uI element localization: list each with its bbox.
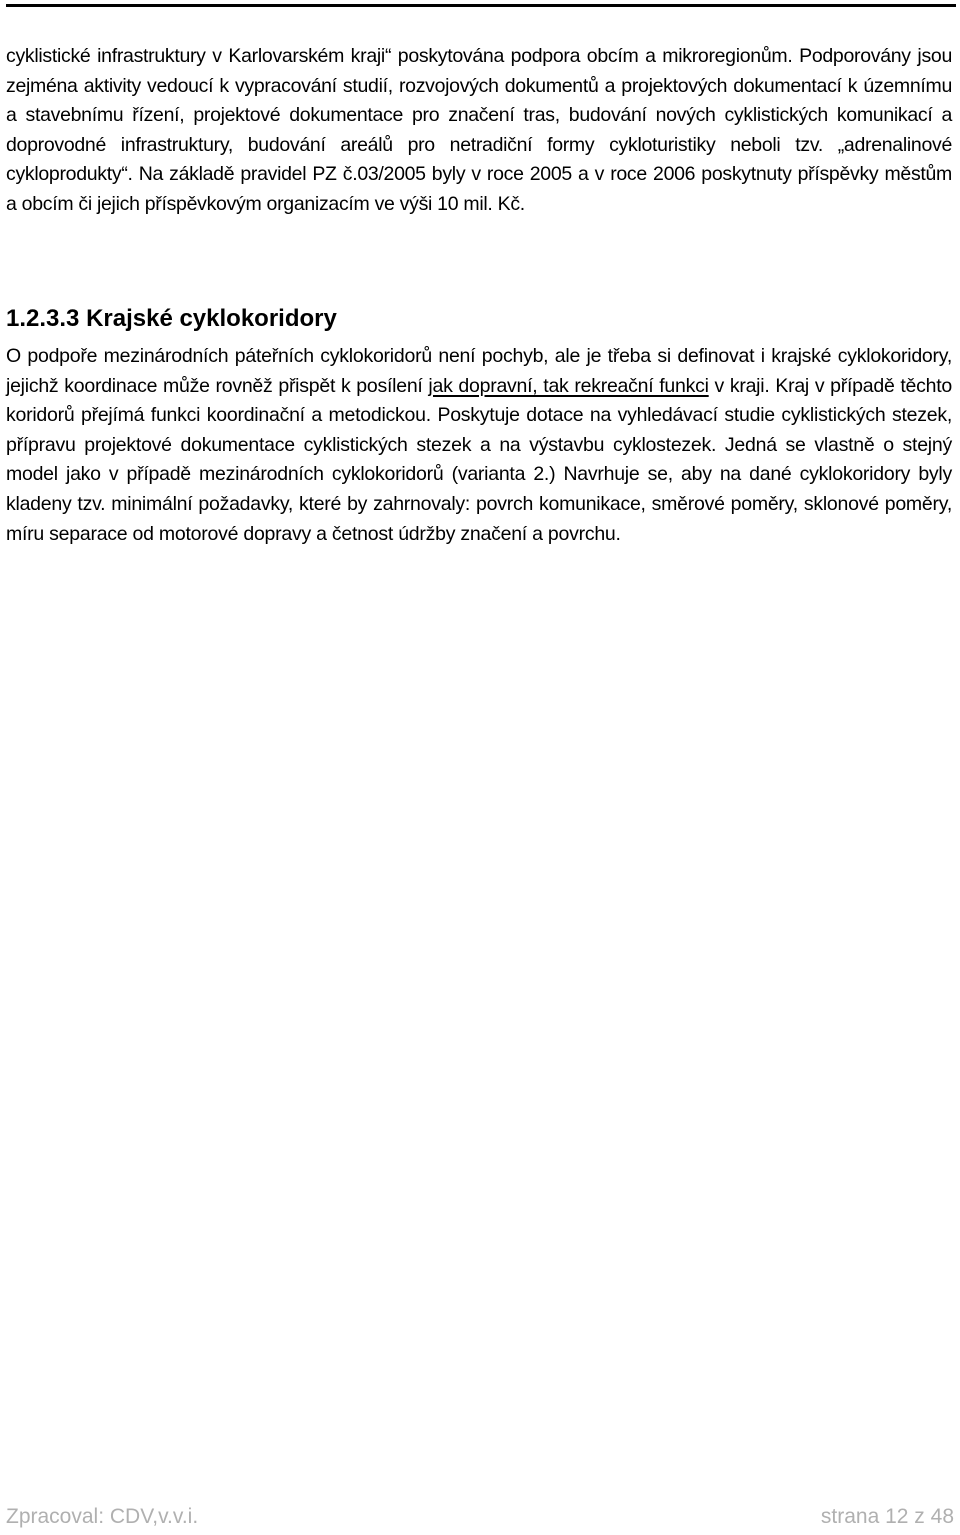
footer-page-number: strana 12 z 48 [820, 1505, 954, 1528]
underlined-phrase: jak dopravní, tak rekreační funkci [428, 374, 709, 397]
header-rule [6, 4, 956, 7]
footer-author: Zpracoval: CDV,v.v.i. [6, 1505, 199, 1528]
body-paragraph-2 [6, 342, 952, 549]
page-footer [6, 1503, 954, 1531]
section-heading: 1.2.3.3 Krajské cyklokoridory [6, 305, 337, 332]
paragraph-text: v kraji. Kraj v případě těchto koridorů přejímá funkci koordinační a metodickou. Poskytuje dotace na vyhledávací studie cyklistických stezek, přípravu projektové dokumentace cyklistických stezek a na výstavbu cyklostezek. Jedná se vlastně o stejný model jako v případě mezinárodních cyklokoridorů (varianta 2.) Navrhuje se, aby na dané cyklokoridory byly kladeny tzv. minimální požadavky, které by zahrnovaly: povrch komunikace, směrové poměry, sklonové poměry, míru separace od motorové dopravy a četnost údržby značení a povrchu. [6, 374, 952, 545]
document-body [6, 42, 952, 545]
paragraph-text: O podpoře mezinárodních páteřních cyklokoridorů není pochyb, ale je třeba si definovat i krajské cyklokoridory, jejichž koordinace může rovněž přispět k posílení [6, 345, 952, 397]
body-paragraph: cyklistické infrastruktury v Karlovarském kraji“ poskytována podpora obcím a mikroregionům. Podporovány jsou zejména aktivity vedoucí k vypracování studií, rozvojových dokumentů a projektových dokumentací k územnímu a stavebnímu řízení, projektové dokumentace pro značení tras, budování nových cyklistických komunikací a doprovodné infrastruktury, budování areálů pro netradiční formy cykloturistiky neboli tzv. „adrenalinové cykloprodukty“. Na základě pravidel PZ č.03/2005 byly v roce 2005 a v roce 2006 poskytnuty příspěvky městům a obcím či jejich příspěvkovým organizacím ve výši 10 mil. Kč. [6, 45, 952, 215]
